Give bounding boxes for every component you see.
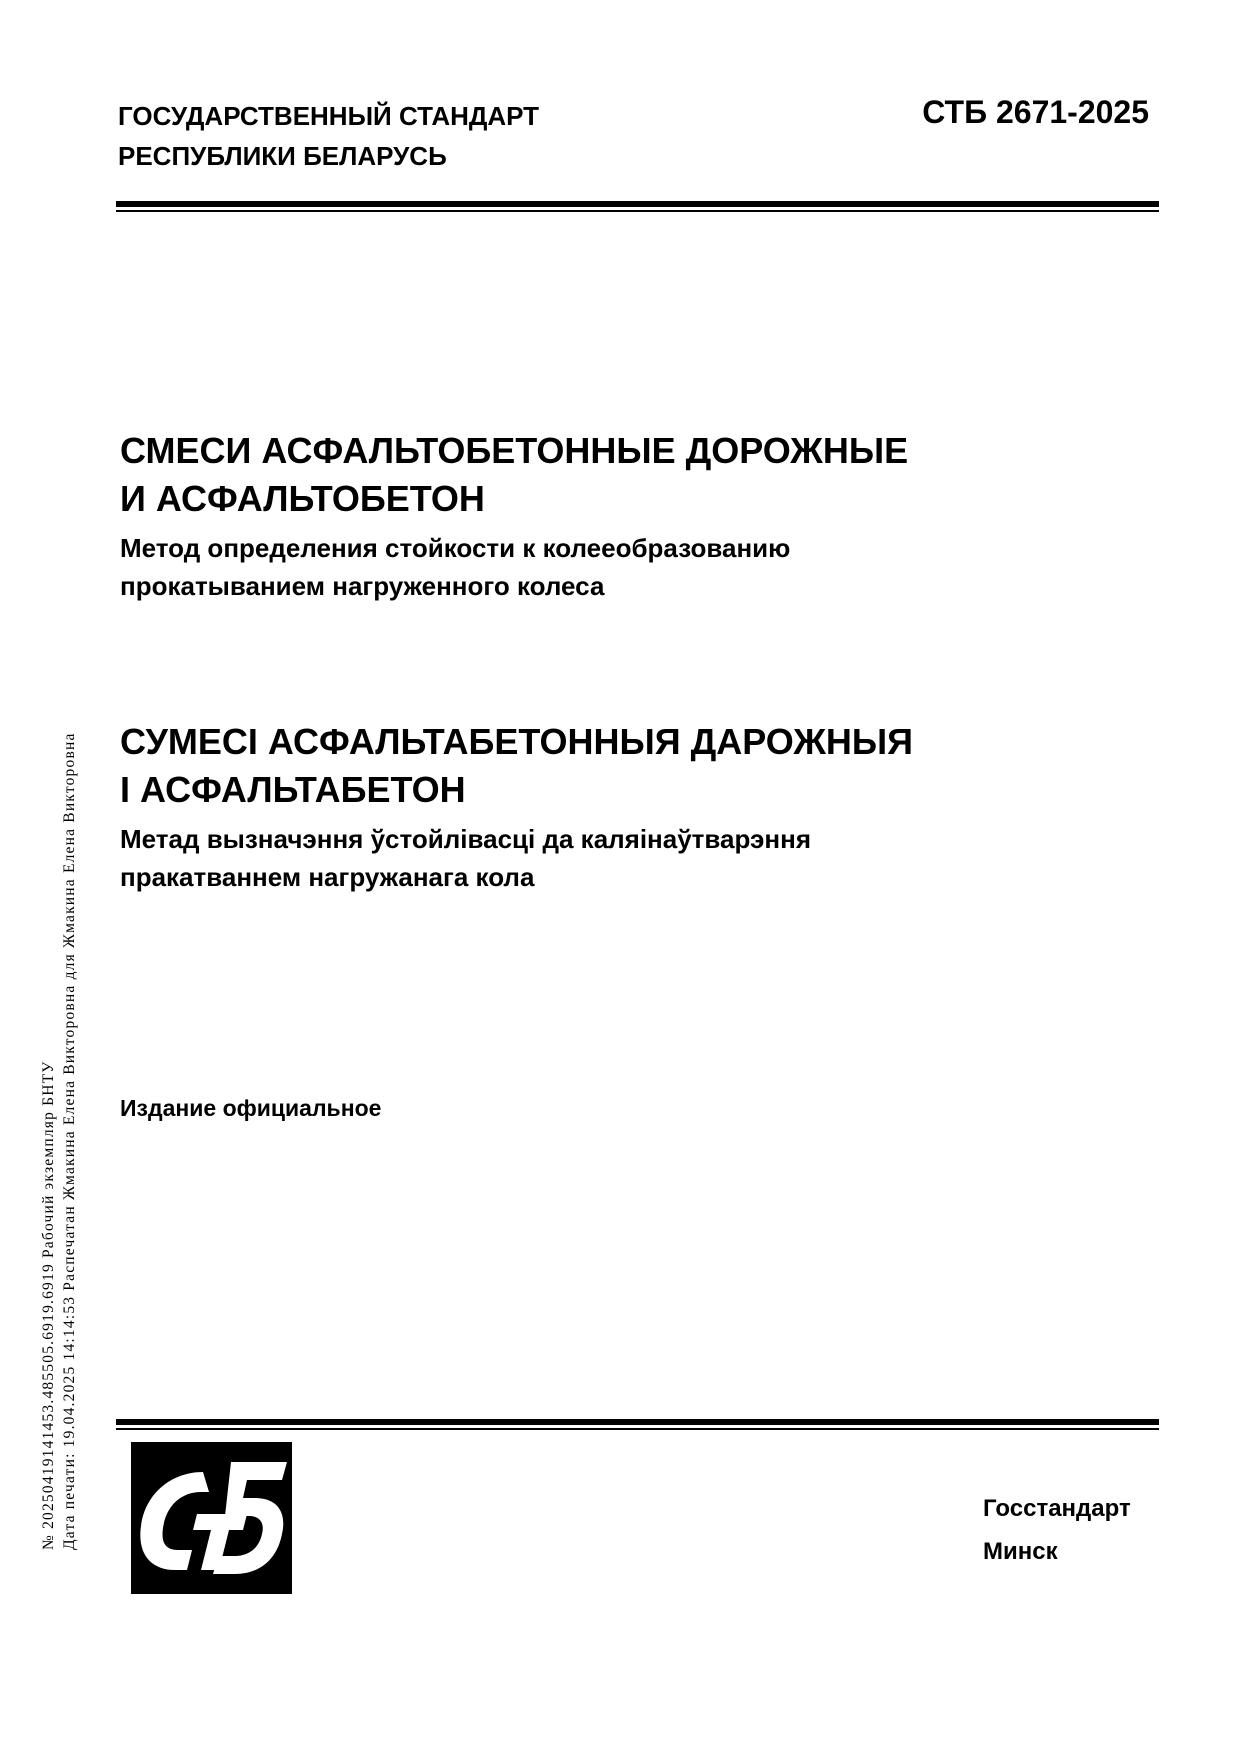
subtitle-by-line-2: пракатваннем нагружанага кола	[120, 862, 535, 892]
subtitle-ru-line-2: прокатыванием нагруженного колеса	[120, 571, 605, 601]
side-stamp-line-1: № 20250419141453.485505.6919.6919 Рабочий экземпляр БНТУ	[40, 1060, 57, 1550]
title-ru-line-1: СМЕСИ АСФАЛЬТОБЕТОННЫЕ ДОРОЖНЫЕ	[120, 430, 909, 471]
header-authority	[118, 96, 539, 176]
subtitle-by-line-1: Метад вызначэння ўстойлівасці да каляінаўтварэння	[120, 824, 811, 854]
title-ru-line-2: И АСФАЛЬТОБЕТОН	[120, 478, 485, 519]
authority-line-1: ГОСУДАРСТВЕННЫЙ СТАНДАРТ	[118, 101, 540, 131]
publisher-city: Минск	[983, 1538, 1058, 1565]
subtitle-by	[120, 820, 1120, 896]
title-block-belarusian	[120, 718, 1120, 896]
title-block-russian	[120, 427, 1120, 605]
side-stamp-line-2: Дата печати: 19.04.2025 14:14:53 Распечатан Жмакина Елена Викторовна для Жмакина Елена Викторовна	[61, 732, 78, 1550]
publisher-block	[983, 1487, 1131, 1573]
side-print-stamp	[38, 490, 80, 1550]
title-by-line-2: І АСФАЛЬТАБЕТОН	[120, 769, 466, 810]
edition-note: Издание официальное	[120, 1095, 382, 1121]
standard-designation: СТБ 2671-2025	[922, 94, 1149, 130]
authority-line-2: РЕСПУБЛИКИ БЕЛАРУСЬ	[118, 141, 447, 171]
publisher-name: Госстандарт	[983, 1495, 1131, 1522]
subtitle-ru	[120, 529, 1120, 605]
subtitle-ru-line-1: Метод определения стойкости к колееобразованию	[120, 533, 791, 563]
bottom-divider	[116, 1419, 1159, 1430]
stb-logo-icon	[131, 1442, 292, 1594]
title-by-line-1: СУМЕСІ АСФАЛЬТАБЕТОННЫЯ ДАРОЖНЫЯ	[120, 721, 913, 762]
top-divider	[116, 201, 1159, 212]
